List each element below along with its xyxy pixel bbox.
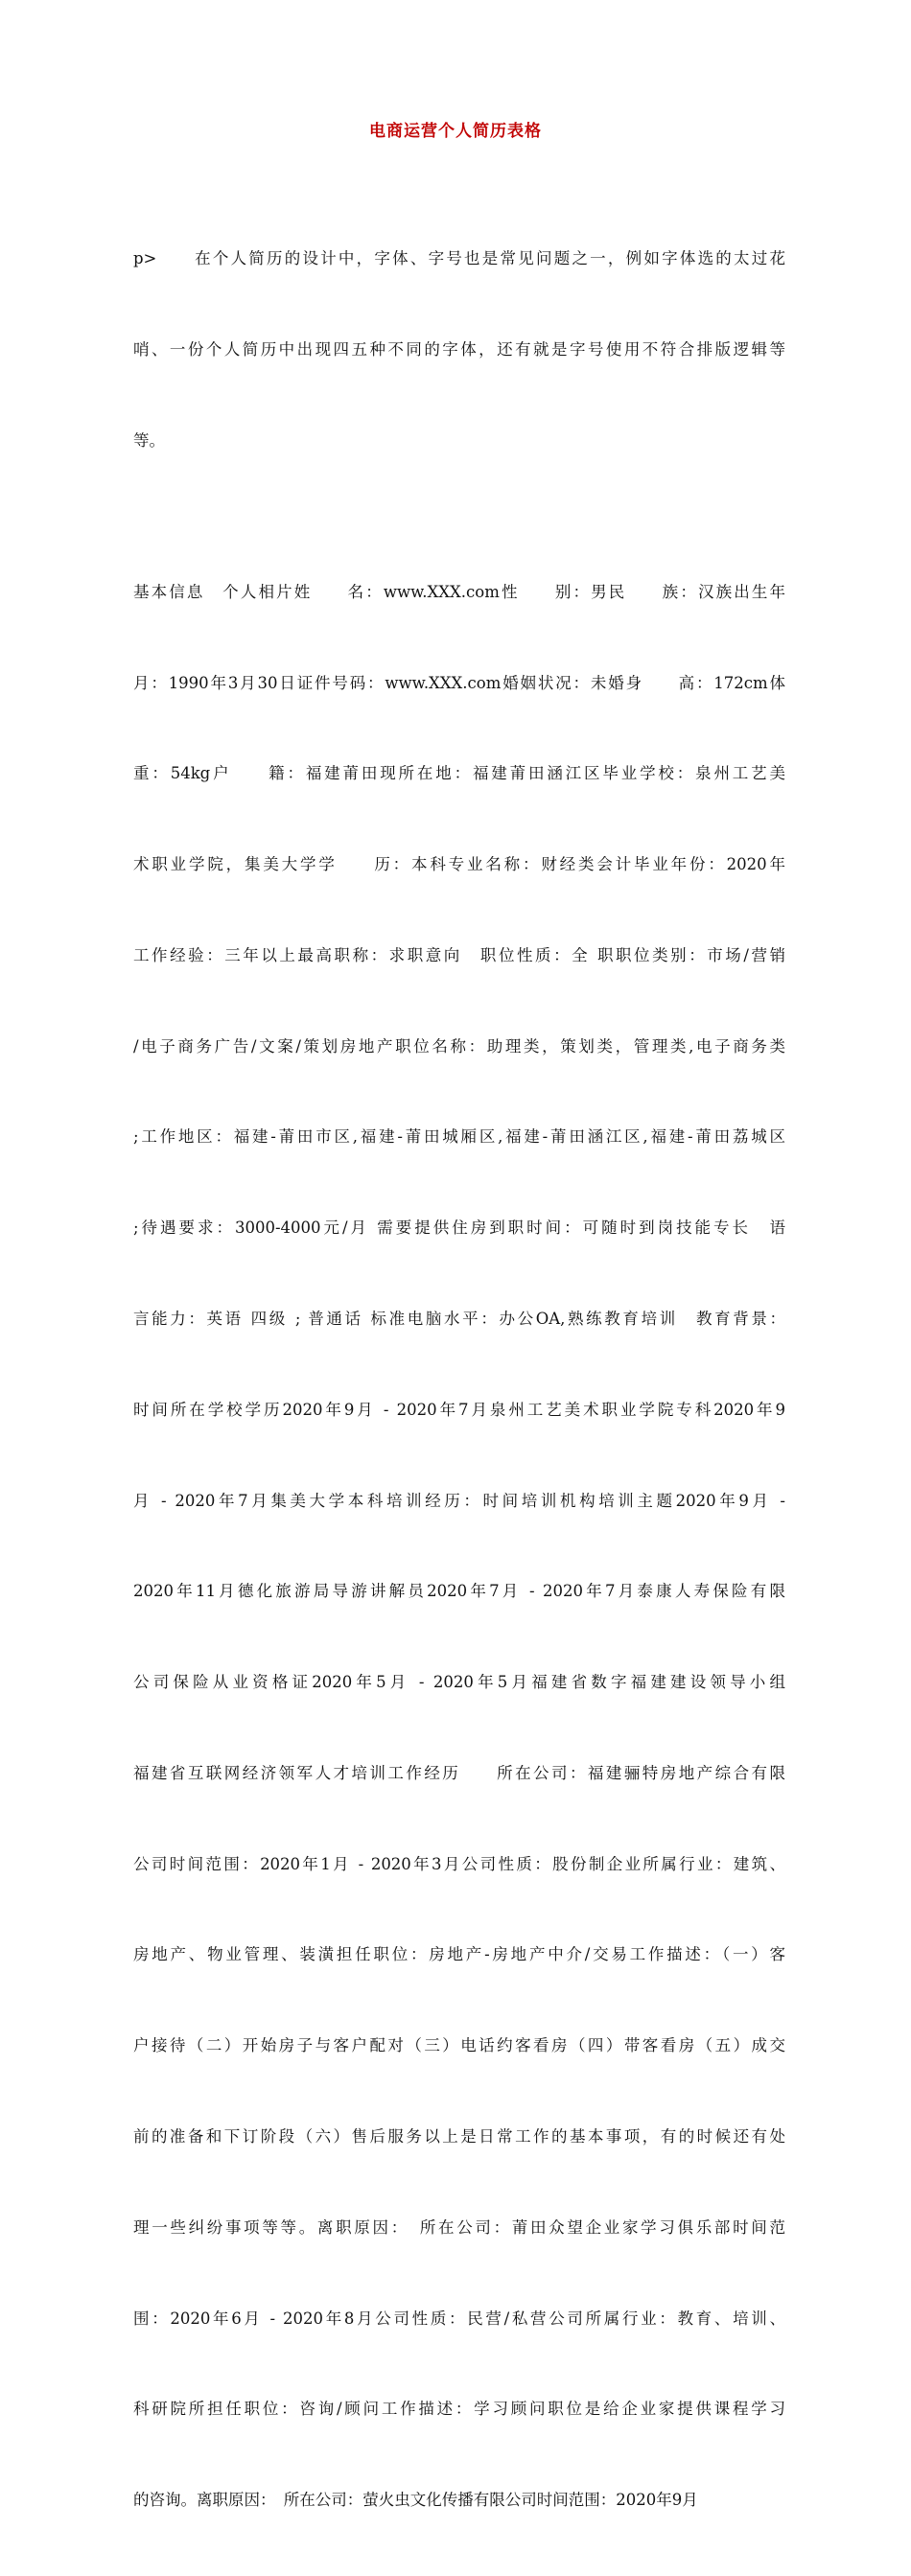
text-line: ;工作地区：福建-莆田市区,福建-莆田城厢区,福建-莆田涵江区,福建-莆田荔城区 — [133, 1127, 785, 1147]
text-line: 月 - 2020年7月集美大学本科培训经历：时间培训机构培训主题2020年9月 - — [133, 1491, 785, 1510]
document-title: 电商运营个人简历表格 — [369, 122, 542, 141]
text-line: 基本信息 个人相片姓 名：www.XXX.com性 别：男民 族：汉族出生年 — [133, 582, 785, 601]
text-line: 公司时间范围：2020年1月 - 2020年3月公司性质：股份制企业所属行业：建筑、 — [133, 1854, 785, 1873]
text-line: 言能力：英语 四级 ; 普通话 标准电脑水平：办公OA,熟练教育培训 教育背景： — [133, 1309, 785, 1328]
text-line: 公司保险从业资格证2020年5月 - 2020年5月福建省数字福建建设领导小组 — [133, 1673, 785, 1692]
intro-paragraph — [133, 183, 785, 517]
text-line: 术职业学院，集美大学学 历：本科专业名称：财经类会计毕业年份：2020年 — [133, 855, 785, 874]
text-line: 2020年11月德化旅游局导游讲解员2020年7月 - 2020年7月泰康人寿保险有限 — [133, 1582, 785, 1601]
text-line: 工作经验：三年以上最高职称：求职意向 职位性质：全 职职位类别：市场/营销 — [133, 945, 785, 964]
text-line: 等。 — [133, 430, 165, 450]
text-line: 重：54kg户 籍：福建莆田现所在地：福建莆田涵江区毕业学校：泉州工艺美 — [133, 764, 785, 783]
document-body — [133, 183, 785, 2576]
text-line: 科研院所担任职位：咨询/顾问工作描述：学习顾问职位是给企业家提供课程学习 — [133, 2400, 785, 2419]
text-line: /电子商务广告/文案/策划房地产职位名称：助理类，策划类，管理类,电子商务类 — [133, 1036, 785, 1056]
text-line: 福建省互联网经济领军人才培训工作经历 所在公司：福建骊特房地产综合有限 — [133, 1763, 785, 1782]
text-line: 哨、一份个人简历中出现四五种不同的字体，还有就是字号使用不符合排版逻辑等 — [133, 339, 785, 359]
text-line: 的咨询。离职原因： 所在公司：萤火虫文化传播有限公司时间范围：2020年9月 — [133, 2491, 698, 2510]
resume-details-paragraph — [133, 517, 785, 2576]
text-line: 时间所在学校学历2020年9月 - 2020年7月泉州工艺美术职业学院专科2020年9 — [133, 1400, 785, 1419]
text-line: 户接待（二）开始房子与客户配对（三）电话约客看房（四）带客看房（五）成交 — [133, 2036, 785, 2055]
text-line: 房地产、物业管理、装潢担任职位：房地产-房地产中介/交易工作描述：（一）客 — [133, 1945, 785, 1964]
text-line: p> 在个人简历的设计中，字体、字号也是常见问题之一，例如字体选的太过花 — [133, 249, 785, 268]
text-line: 理一些纠纷事项等等。离职原因： 所在公司：莆田众望企业家学习俱乐部时间范 — [133, 2217, 785, 2237]
text-line: 围：2020年6月 - 2020年8月公司性质：民营/私营公司所属行业：教育、培训、 — [133, 2309, 785, 2328]
text-line: ;待遇要求：3000-4000元/月 需要提供住房到职时间：可随时到岗技能专长 语 — [133, 1218, 785, 1238]
text-line: 前的准备和下订阶段（六）售后服务以上是日常工作的基本事项，有的时候还有处 — [133, 2127, 785, 2146]
text-line: 月：1990年3月30日证件号码：www.XXX.com婚姻状况：未婚身 高：172cm体 — [133, 673, 785, 692]
